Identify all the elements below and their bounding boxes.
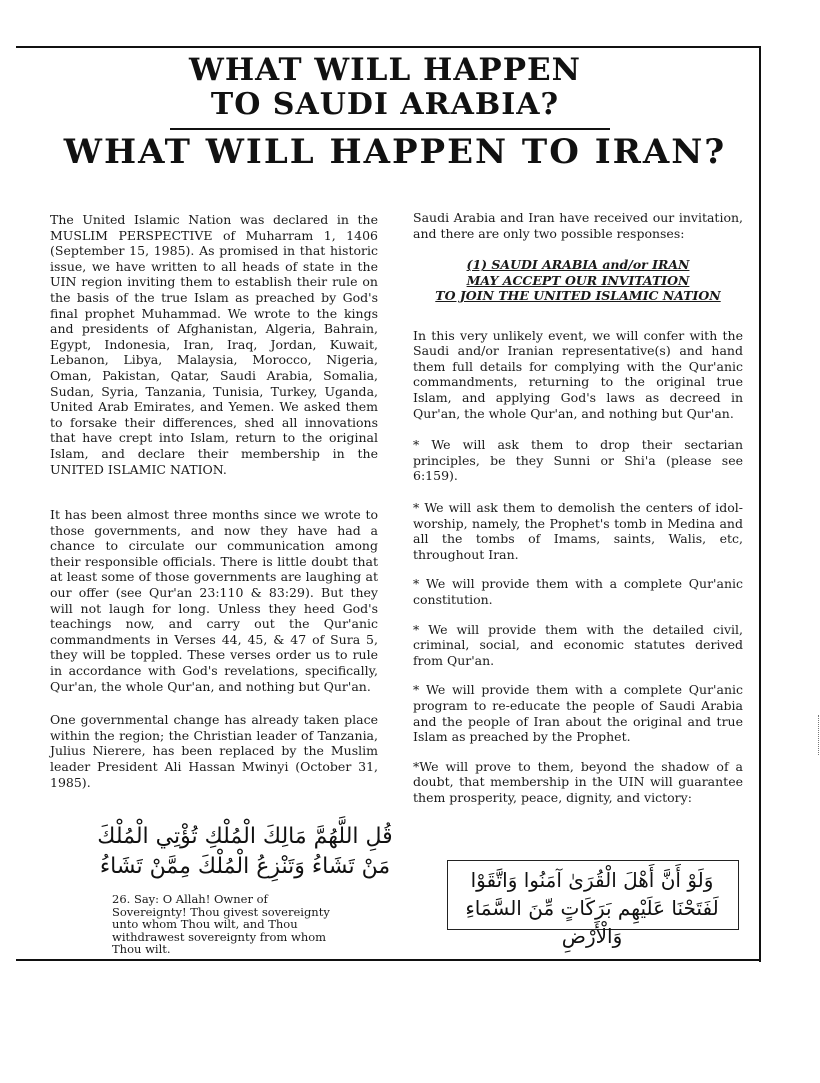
response-line-3: TO JOIN THE UNITED ISLAMIC NATION xyxy=(435,288,721,304)
right-paragraph-7: *We will prove to them, beyond the shadow of a doubt, that membership in the UIN will guarantee them prosperity, peace, dignity, and victory: xyxy=(413,758,743,805)
headline-line-2: TO SAUDI ARABIA? xyxy=(210,87,560,122)
right-paragraph-4: * We will provide them with a complete Qur'anic constitution. xyxy=(413,576,743,607)
response-line-1: (1) SAUDI ARABIA and/or IRAN xyxy=(466,257,690,273)
headline-line-1: WHAT WILL HAPPEN xyxy=(189,52,581,88)
headline-line-3: WHAT WILL HAPPEN TO IRAN? xyxy=(63,132,727,172)
left-paragraph-1: The United Islamic Nation was declared in the MUSLIM PERSPECTIVE of Muharram 1, 1406 (September 15, 1985). As promised in that historic issue, we have written to all heads of state in the UIN region inviting them to establish their rule on the basis of the true Islam as preached by God's final prophet Muhammad. We wrote to the kings and presidents of Afghanistan, Algeria, Bahrain, Egypt, Indonesia, Iran, Iraq, Jordan, Kuwait, Lebanon, Libya, Malaysia, Morocco, Nigeria, Oman, Pakistan, Qatar, Saudi Arabia, Somalia, Sudan, Syria, Tanzania, Tunisia, Turkey, Uganda, United Arab Emirates, and Yemen. We asked them to forsake their differences, shed all innovations that have crept into Islam, return to the original Islam, and declare their membership in the UNITED ISLAMIC NATION. xyxy=(50,212,378,477)
headline-divider xyxy=(170,128,610,130)
right-paragraph-1: In this very unlikely event, we will confer with the Saudi and/or Iranian representative(s) and hand them full details for complying with the Qur'anic commandments, returning to the original true Islam, and applying God's laws as decreed in Qur'an, the whole Qur'an, and nothing but Qur'an. xyxy=(413,327,743,421)
right-column xyxy=(413,210,743,806)
right-paragraph-2: * We will ask them to drop their sectarian principles, be they Sunni or Shi'a (please see 6:159). xyxy=(413,437,743,484)
response-line-2: MAY ACCEPT OUR INVITATION xyxy=(466,272,690,288)
left-paragraph-2: It has been almost three months since we wrote to those governments, and now they have had a chance to circulate our communication among their responsible officials. There is little doubt that at least some of those governments are laughing at our offer (see Qur'an 23:110 & 83:29). But they will not laugh for long. Unless they heed God's teachings now, and carry out the Qur'anic commandments in Verses 44, 45, & 47 of Sura 5, they will be toppled. These verses order us to rule in accordance with God's revelations, specifically, Qur'an, the whole Qur'an, and nothing but Qur'an. xyxy=(50,507,378,694)
response-heading xyxy=(413,257,743,304)
right-intro: Saudi Arabia and Iran have received our invitation, and there are only two possible responses: xyxy=(413,210,743,241)
verse-caption: 26. Say: O Allah! Owner of Sovereignty! Thou givest sovereignty unto whom Thou wilt, and Thou withdrawest sovereignty from whom Thou wilt. xyxy=(112,892,330,956)
right-paragraph-6: * We will provide them with a complete Qur'anic program to re-educate the people of Saudi Arabia and the people of Iran about the original and true Islam as preached by the Prophet. xyxy=(413,682,743,745)
right-paragraph-3: * We will ask them to demolish the centers of idol-worship, namely, the Prophet's tomb in Medina and all the tombs of Imams, saints, Walis, etc, throughout Iran. xyxy=(413,500,743,562)
bottom-rule xyxy=(16,959,761,961)
arabic-verse-left: قُلِ اللَّهُمَّ مَالِكَ الْمُلْكِ تُؤْتِي الْمُلْكَ مَنْ تَشَاءُ وَتَنْزِعُ الْمُلْكَ مِمَّنْ تَشَاءُ xyxy=(97,824,393,879)
right-paragraph-5: * We will provide them with the detailed civil, criminal, social, and economic statutes derived from Qur'an. xyxy=(413,621,743,668)
arabic-verse-right: وَلَوْ أَنَّ أَهْلَ الْقُرَىٰ آمَنُوا وَاتَّقَوْا لَفَتَحْنَا عَلَيْهِم بَرَكَاتٍ مِّنَ السَّمَاءِ وَالْأَرْضِ xyxy=(465,868,719,948)
left-paragraph-3: One governmental change has already taken place within the region; the Christian leader of Tanzania, Julius Nierere, has been replaced by the Muslim leader President Ali Hassan Mwinyi (October 31, 1985). xyxy=(50,712,378,790)
left-column xyxy=(50,212,378,790)
